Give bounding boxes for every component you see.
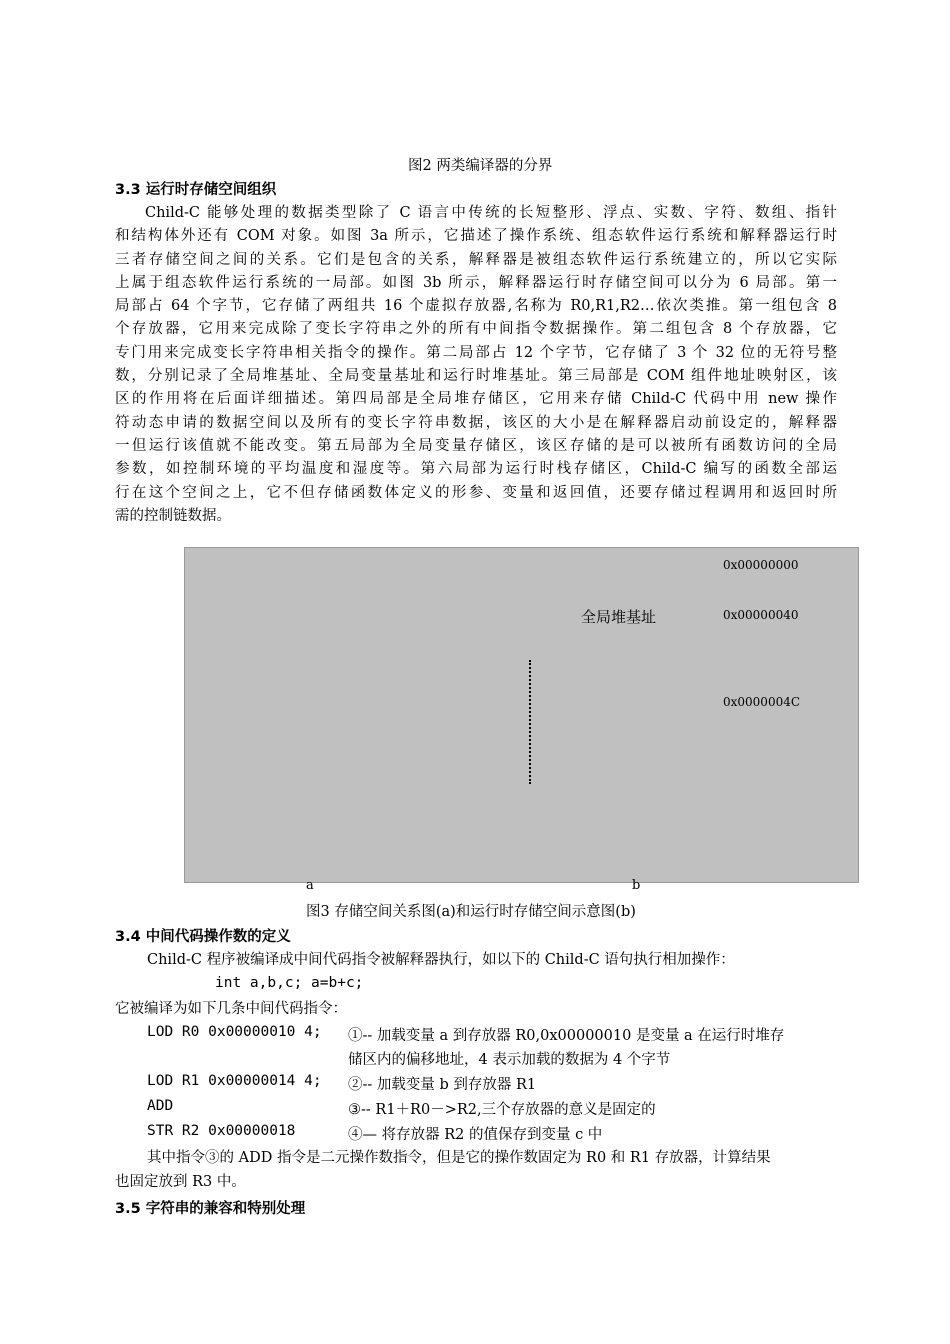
section-3-4-note-line-2: 也固定放到 R3 中。 (115, 1174, 246, 1190)
figure-2-caption: 图2 两类编译器的分界 (408, 158, 553, 174)
para-line: 专门用来完成变长字符串相关指令的操作。第二局部占 12 个字节，它存储了 3 个 32 位的无符号整 (115, 344, 837, 361)
para-line: 参数，如控制环境的平均温度和湿度等。第六局部为运行时栈存储区，Child-C 编写的函数全部运 (115, 461, 837, 478)
para-line: 数，分别记录了全局堆基址、全局变量基址和运行时堆基址。第三局部是 COM 组件地址映射区，该 (115, 368, 837, 385)
address-label-0: 0x00000000 (723, 558, 799, 572)
instruction-2-comment: ②-- 加载变量 b 到存放器 R1 (348, 1077, 537, 1093)
instruction-3: ADD (147, 1098, 174, 1114)
compiled-intro: 它被编译为如下几条中间代码指令： (115, 1001, 347, 1017)
example-statement: int a,b,c; a=b+c; (215, 975, 364, 991)
section-3-4-heading: 3.4 中间代码操作数的定义 (115, 929, 291, 945)
instruction-1-comment: ①-- 加载变量 a 到存放器 R0,0x00000010 是变量 a 在运行时堆存 (348, 1028, 785, 1044)
instruction-1-comment-cont: 储区内的偏移地址，4 表示加载的数据为 4 个字节 (348, 1052, 671, 1068)
section-3-5-heading: 3.5 字符串的兼容和特别处理 (115, 1201, 306, 1217)
global-heap-base-label: 全局堆基址 (581, 608, 657, 626)
address-label-40: 0x00000040 (723, 608, 799, 622)
para-line: 上属于组态软件运行系统的一局部。如图 3b 所示，解释器运行时存储空间可以分为 6 局部。第一 (115, 274, 837, 291)
para-line: 一但运行该值就不能改变。第五局部为全局变量存储区，该区存储的是可以被所有函数访问的全局 (115, 437, 837, 454)
instruction-4: STR R2 0x00000018 (147, 1123, 296, 1139)
address-label-4c: 0x0000004C (723, 695, 801, 709)
figure-label-b: b (632, 878, 641, 893)
para-line: 需的控制链数据。 (115, 507, 231, 524)
instruction-1: LOD R0 0x00000010 4; (147, 1024, 322, 1040)
para-line: 行在这个空间之上，它不但存储函数体定义的形参、变量和返回值，还要存储过程调用和返回时所 (115, 484, 837, 501)
para-line: 符动态申请的数据空间以及所有的变长字符串数据，该区的大小是在解释器启动前设定的，解释器 (115, 414, 837, 431)
para-line: 和结构体外还有 COM 对象。如图 3a 所示，它描述了操作系统、组态软件运行系统和解释器运行时 (115, 228, 837, 245)
dotted-divider (529, 660, 531, 784)
instruction-4-comment: ④— 将存放器 R2 的值保存到变量 c 中 (348, 1127, 603, 1143)
section-3-4-note-line-1: 其中指令③的 ADD 指令是二元操作数指令，但是它的操作数固定为 R0 和 R1 存放器，计算结果 (147, 1150, 771, 1166)
figure-label-a: a (306, 878, 314, 893)
section-3-4-intro: Child-C 程序被编译成中间代码指令被解释器执行，如以下的 Child-C 语句执行相加操作： (147, 952, 735, 968)
instruction-2: LOD R1 0x00000014 4; (147, 1073, 322, 1089)
para-line: 个存放器，它用来完成除了变长字符串之外的所有中间指令数据操作。第二组包含 8 个存放器，它 (115, 321, 837, 338)
para-line: 三者存储空间之间的关系。它们是包含的关系，解释器是被组态软件运行系统建立的，所以它实际 (115, 251, 837, 268)
figure-3-diagram (184, 547, 859, 883)
para-line: 区的作用将在后面详细描述。第四局部是全局堆存储区，它用来存储 Child-C 代码中用 new 操作 (115, 391, 837, 408)
para-line: Child-C 能够处理的数据类型除了 C 语言中传统的长短整形、浮点、实数、字符、数组、指针 (145, 205, 837, 221)
para-line: 局部占 64 个字节，它存储了两组共 16 个虚拟存放器,名称为 R0,R1,R2…依次类推。第一组包含 8 (115, 298, 837, 315)
figure-3-caption: 图3 存储空间关系图(a)和运行时存储空间示意图(b) (306, 904, 636, 920)
section-3-3-heading: 3.3 运行时存储空间组织 (115, 182, 277, 198)
section-3-3-paragraph (115, 202, 837, 528)
instruction-3-comment: ③-- R1＋R0－>R2,三个存放器的意义是固定的 (348, 1102, 656, 1118)
